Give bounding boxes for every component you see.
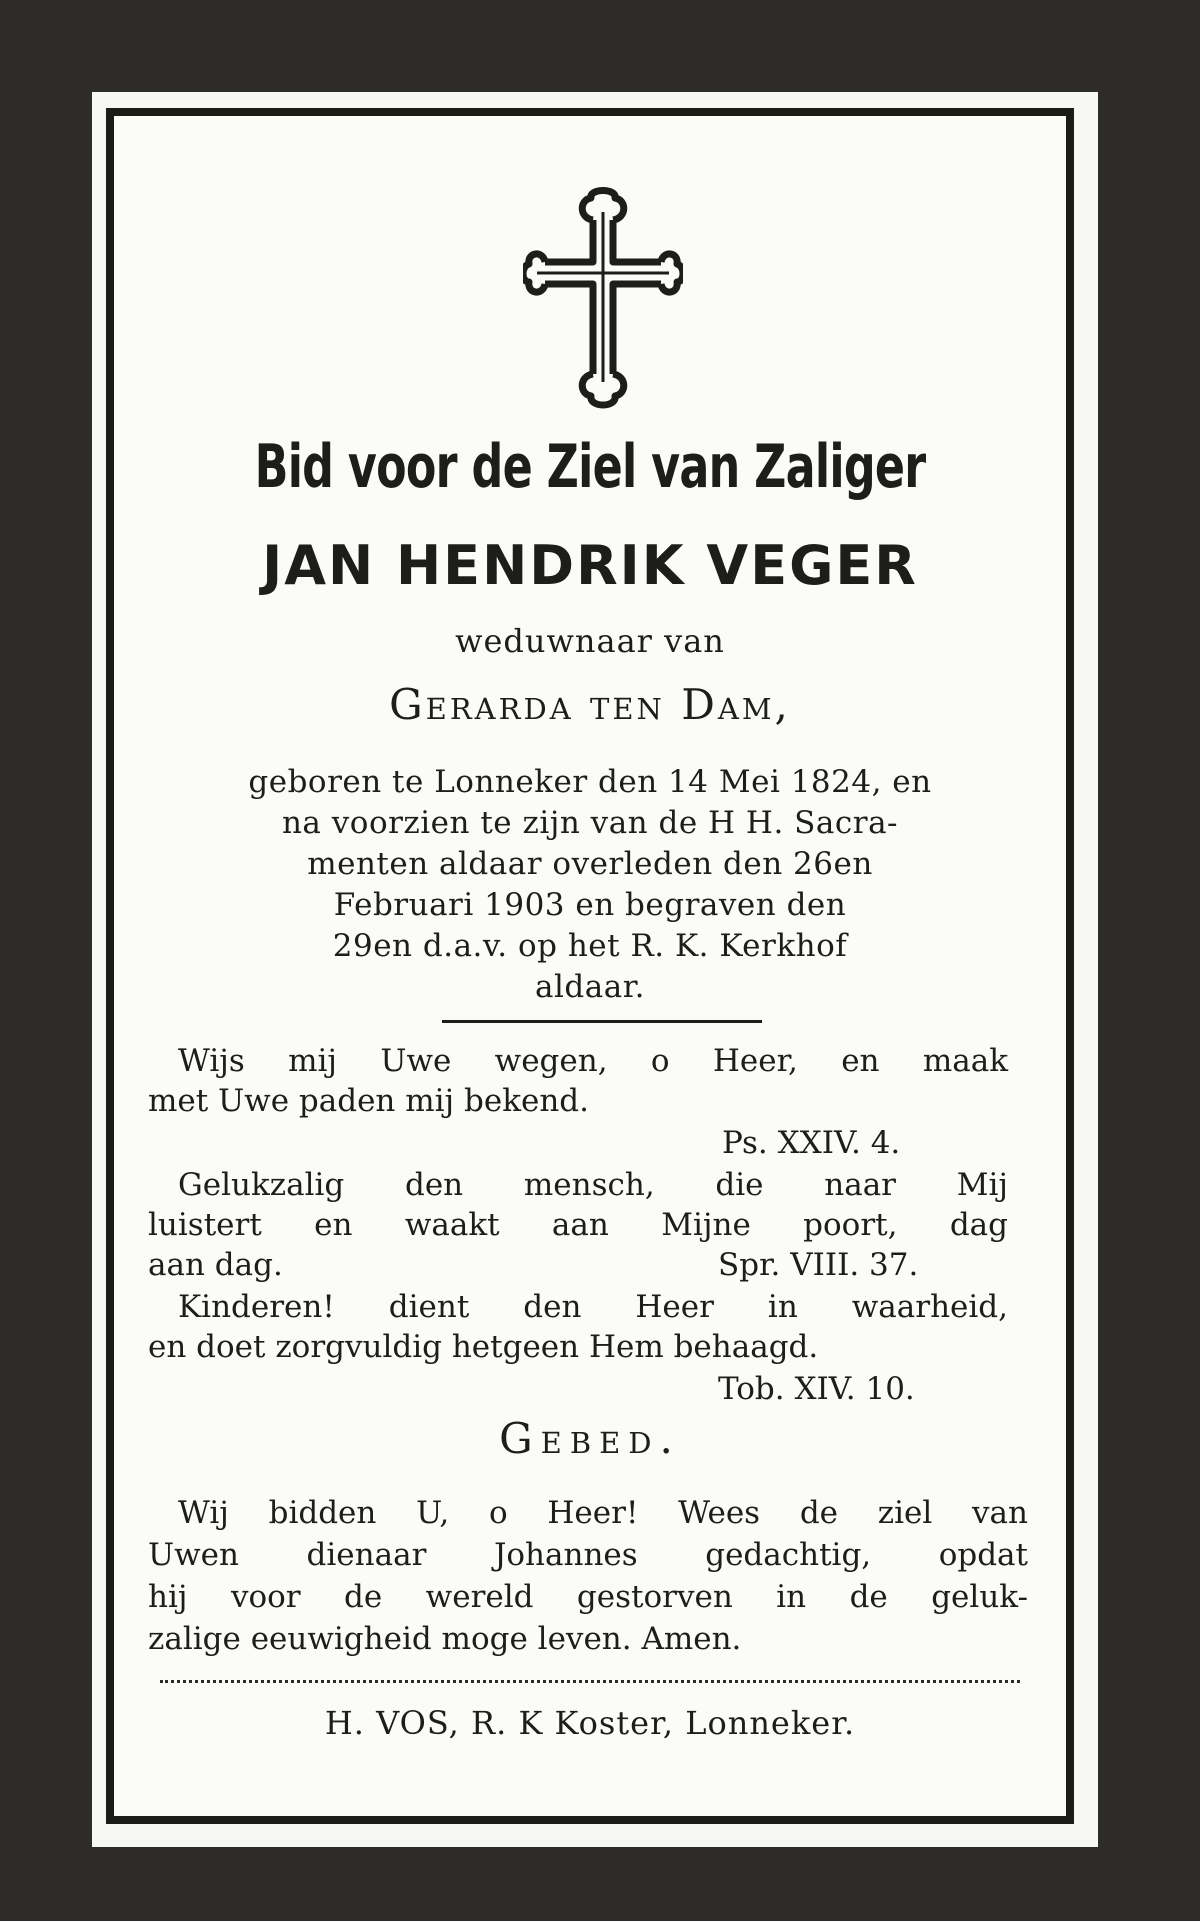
prayer-line: hij voor de wereld gestorven in de geluk- (148, 1579, 1028, 1615)
verse-reference: Tob. XIV. 10. (718, 1371, 915, 1407)
bio-line: Februari 1903 en begraven den (333, 887, 847, 923)
verse-line: Gelukzalig den mensch, die naar Mij (178, 1167, 1008, 1203)
verse-line: en doet zorgvuldig hetgeen Hem behaagd. (148, 1329, 819, 1365)
printer-credit: H. VOS, R. K Koster, Lonneker. (324, 1704, 856, 1742)
memorial-card (120, 122, 1060, 1810)
prayer-line: Uwen dienaar Johannes gedachtig, opdat (148, 1537, 1028, 1573)
section-divider (442, 1020, 762, 1023)
bio-line: 29en d.a.v. op het R. K. Kerkhof (332, 928, 848, 964)
verse-line: aan dag. (148, 1247, 283, 1283)
prayer-line: Wij bidden U, o Heer! Wees de ziel van (178, 1495, 1028, 1531)
verse-line: luistert en waakt aan Mijne poort, dag (148, 1207, 1008, 1243)
card-title: Bid voor de Ziel van Zaliger (254, 432, 926, 502)
prayer-heading: Gebed. (499, 1414, 681, 1463)
verse-line: Kinderen! dient den Heer in waarheid, (178, 1289, 1008, 1325)
bio-line: menten aldaar overleden den 26en (307, 846, 873, 882)
prayer-text (148, 1492, 1028, 1660)
bio-line: geboren te Lonneker den 14 Mei 1824, en (248, 764, 932, 800)
widower-line: weduwnaar van (455, 622, 725, 660)
deceased-name: JAN HENDRIK VEGER (262, 534, 918, 597)
verse-line: Wijs mij Uwe wegen, o Heer, en maak (178, 1043, 1008, 1079)
spouse-name: Gerarda ten Dam, (389, 680, 791, 729)
biography (160, 762, 1020, 1008)
verse-line: met Uwe paden mij bekend. (148, 1083, 590, 1119)
prayer-line: zalige eeuwigheid moge leven. Amen. (148, 1621, 742, 1657)
bio-line: aldaar. (535, 969, 645, 1005)
cross-icon (523, 182, 683, 412)
verse-reference: Spr. VIII. 37. (718, 1247, 919, 1283)
bio-line: na voorzien te zijn van de H H. Sacra- (281, 805, 899, 841)
verse-reference: Ps. XXIV. 4. (722, 1125, 901, 1161)
dotted-divider (160, 1680, 1020, 1683)
